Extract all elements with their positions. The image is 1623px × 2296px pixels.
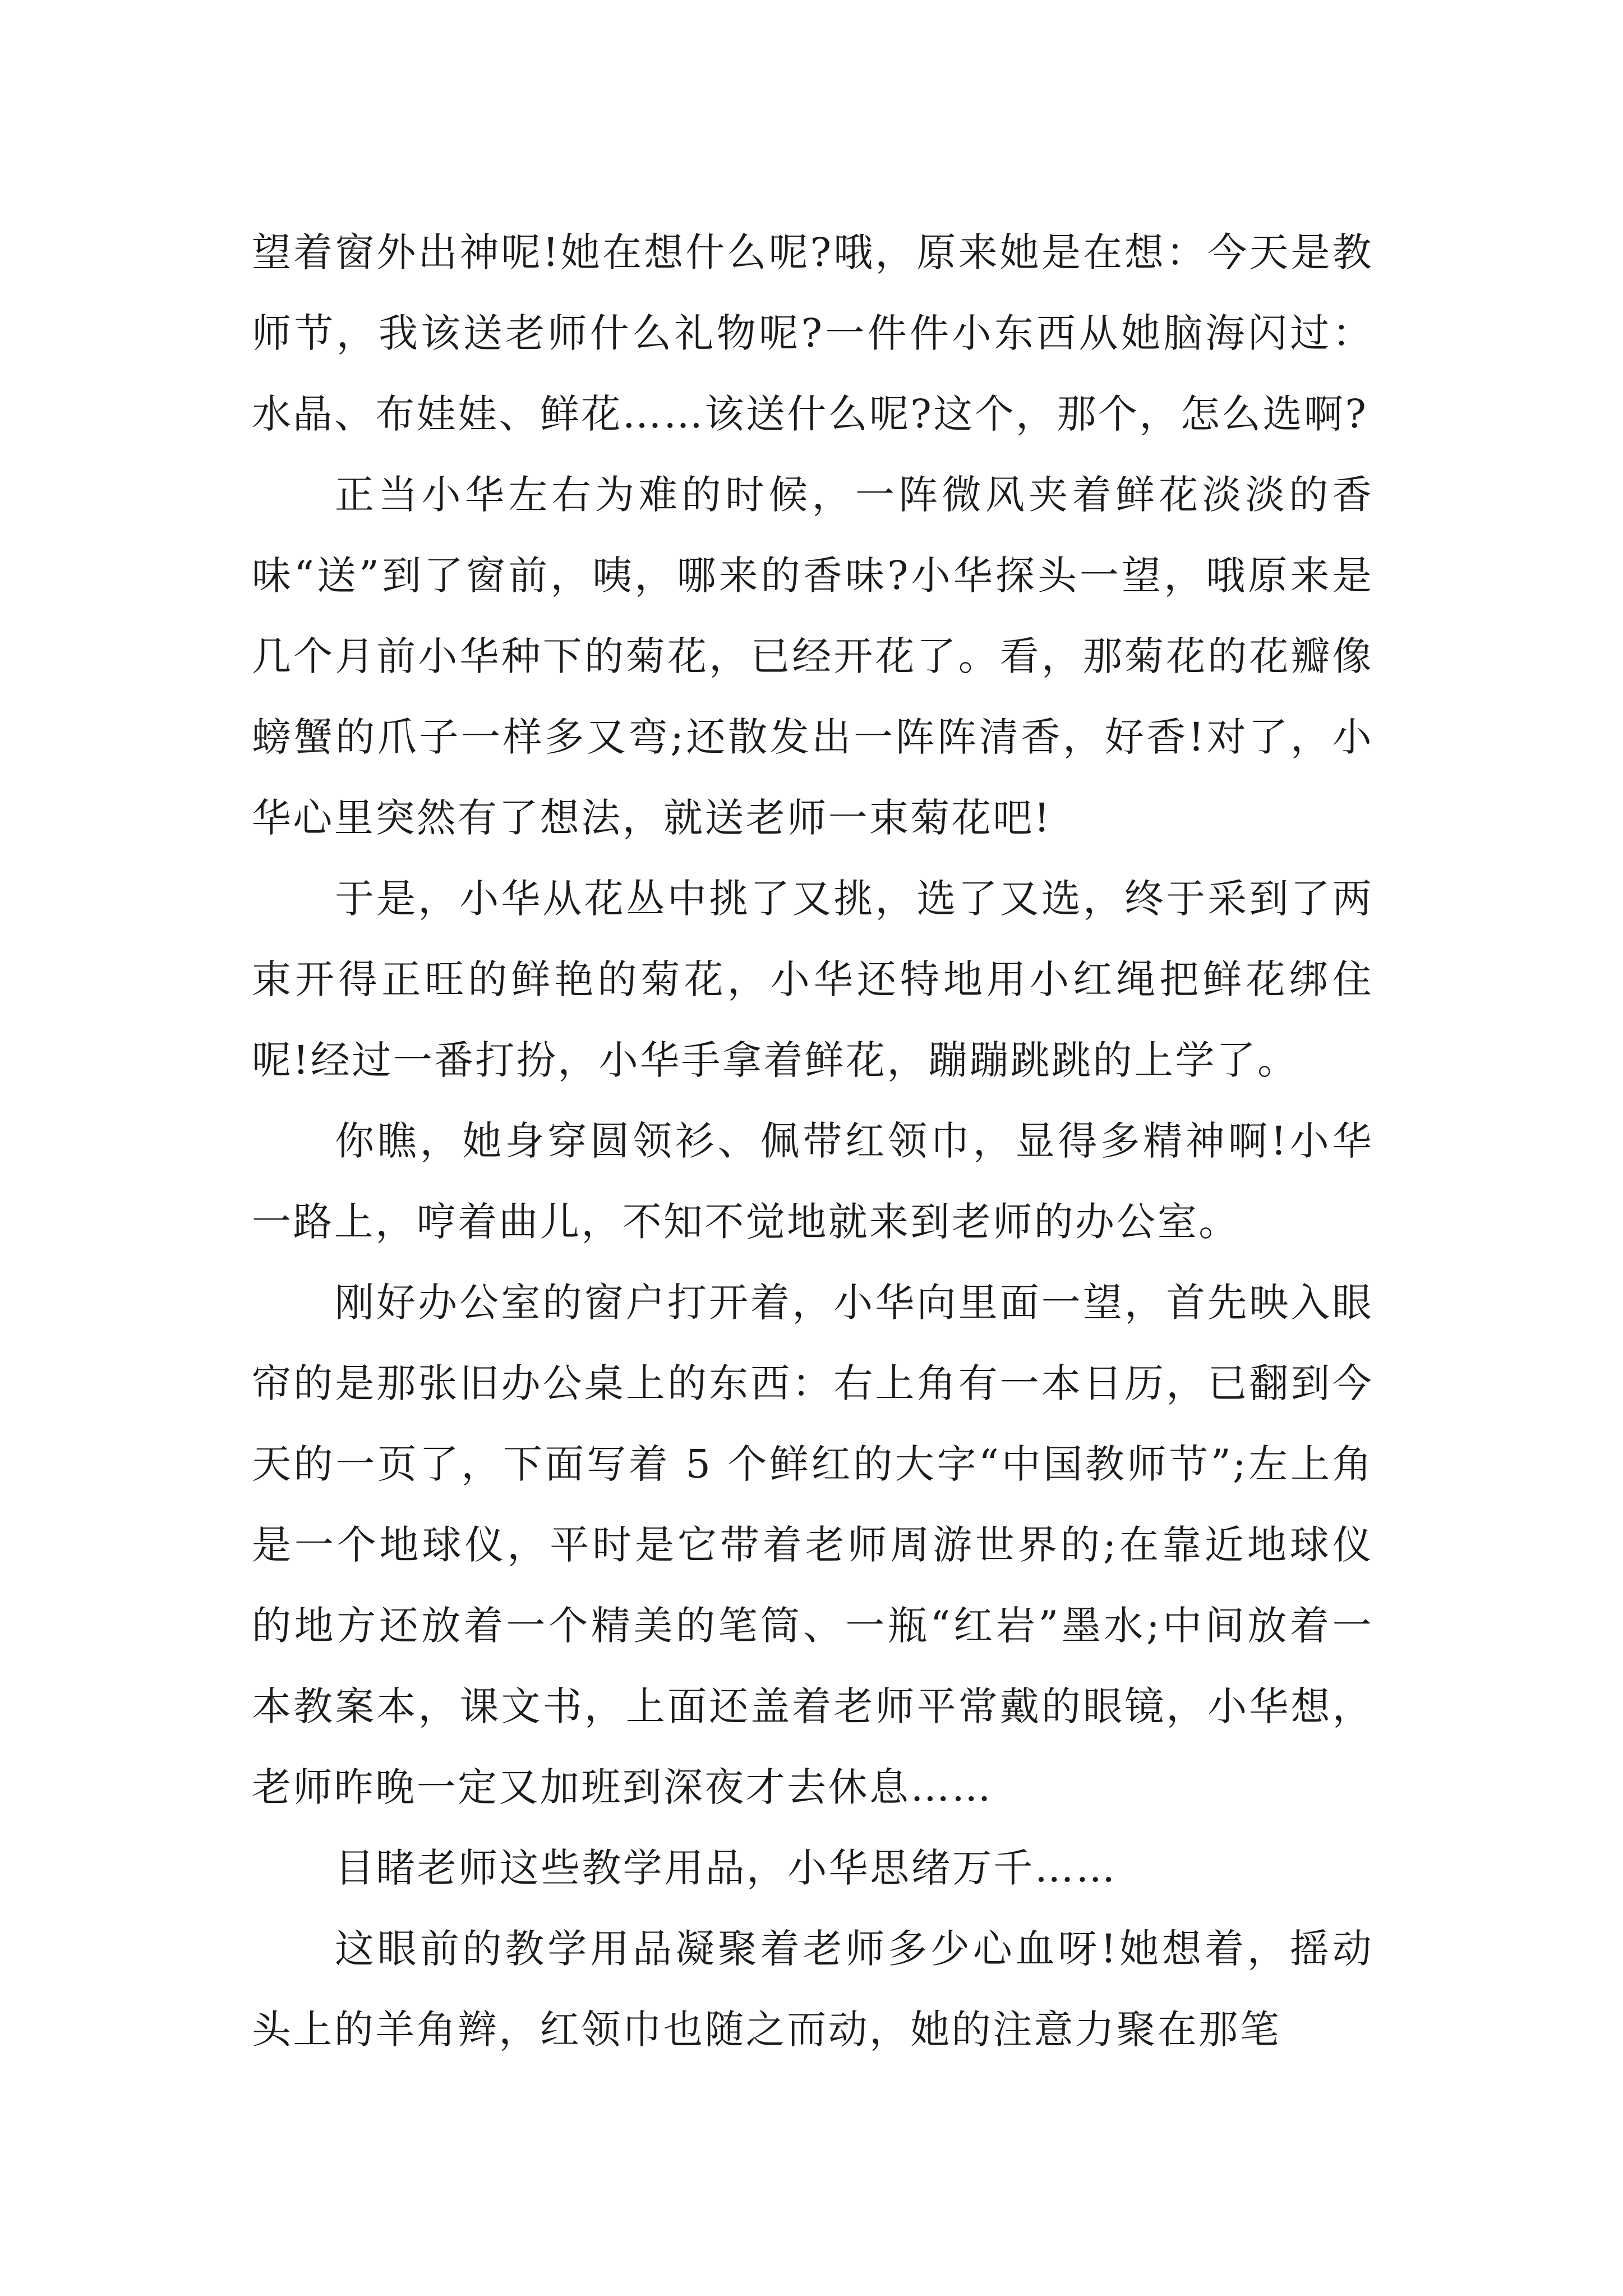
essay-body (252, 212, 1373, 2070)
paragraph-2: 正当小华左右为难的时候，一阵微风夹着鲜花淡淡的香味“送”到了窗前，咦，哪来的香味?小华探头一望，哦原来是几个月前小华种下的菊花，已经开花了。看，那菊花的花瓣像螃蟹的爪子一样多又弯;还散发出一阵阵清香，好香!对了，小华心里突然有了想法，就送老师一束菊花吧! (252, 472, 1373, 841)
paragraph-7: 这眼前的教学用品凝聚着老师多少心血呀!她想着，摇动头上的羊角辫，红领巾也随之而动，她的注意力聚在那笔 (252, 1926, 1373, 2053)
paragraph-5: 刚好办公室的窗户打开着，小华向里面一望，首先映入眼帘的是那张旧办公桌上的东西：右上角有一本日历，已翻到今天的一页了，下面写着 5 个鲜红的大字“中国教师节”;左上角是一个地球仪，平时是它带着老师周游世界的;在靠近地球仪的地方还放着一个精美的笔筒、一瓶“红岩”墨水;中间放着一本教案本，课文书，上面还盖着老师平常戴的眼镜，小华想，老师昨晚一定又加班到深夜才去休息…… (252, 1280, 1373, 1810)
paragraph-4: 你瞧，她身穿圆领衫、佩带红领巾，显得多精神啊!小华一路上，哼着曲儿，不知不觉地就来到老师的办公室。 (252, 1118, 1373, 1245)
paragraph-6: 目睹老师这些教学用品，小华思绪万千…… (335, 1845, 1117, 1891)
paragraph-1: 望着窗外出神呢!她在想什么呢?哦，原来她是在想：今天是教师节，我该送老师什么礼物呢?一件件小东西从她脑海闪过：水晶、布娃娃、鲜花……该送什么呢?这个，那个，怎么选啊? (252, 229, 1373, 437)
paragraph-3: 于是，小华从花丛中挑了又挑，选了又选，终于采到了两束开得正旺的鲜艳的菊花，小华还特地用小红绳把鲜花绑住呢!经过一番打扮，小华手拿着鲜花，蹦蹦跳跳的上学了。 (252, 876, 1373, 1083)
